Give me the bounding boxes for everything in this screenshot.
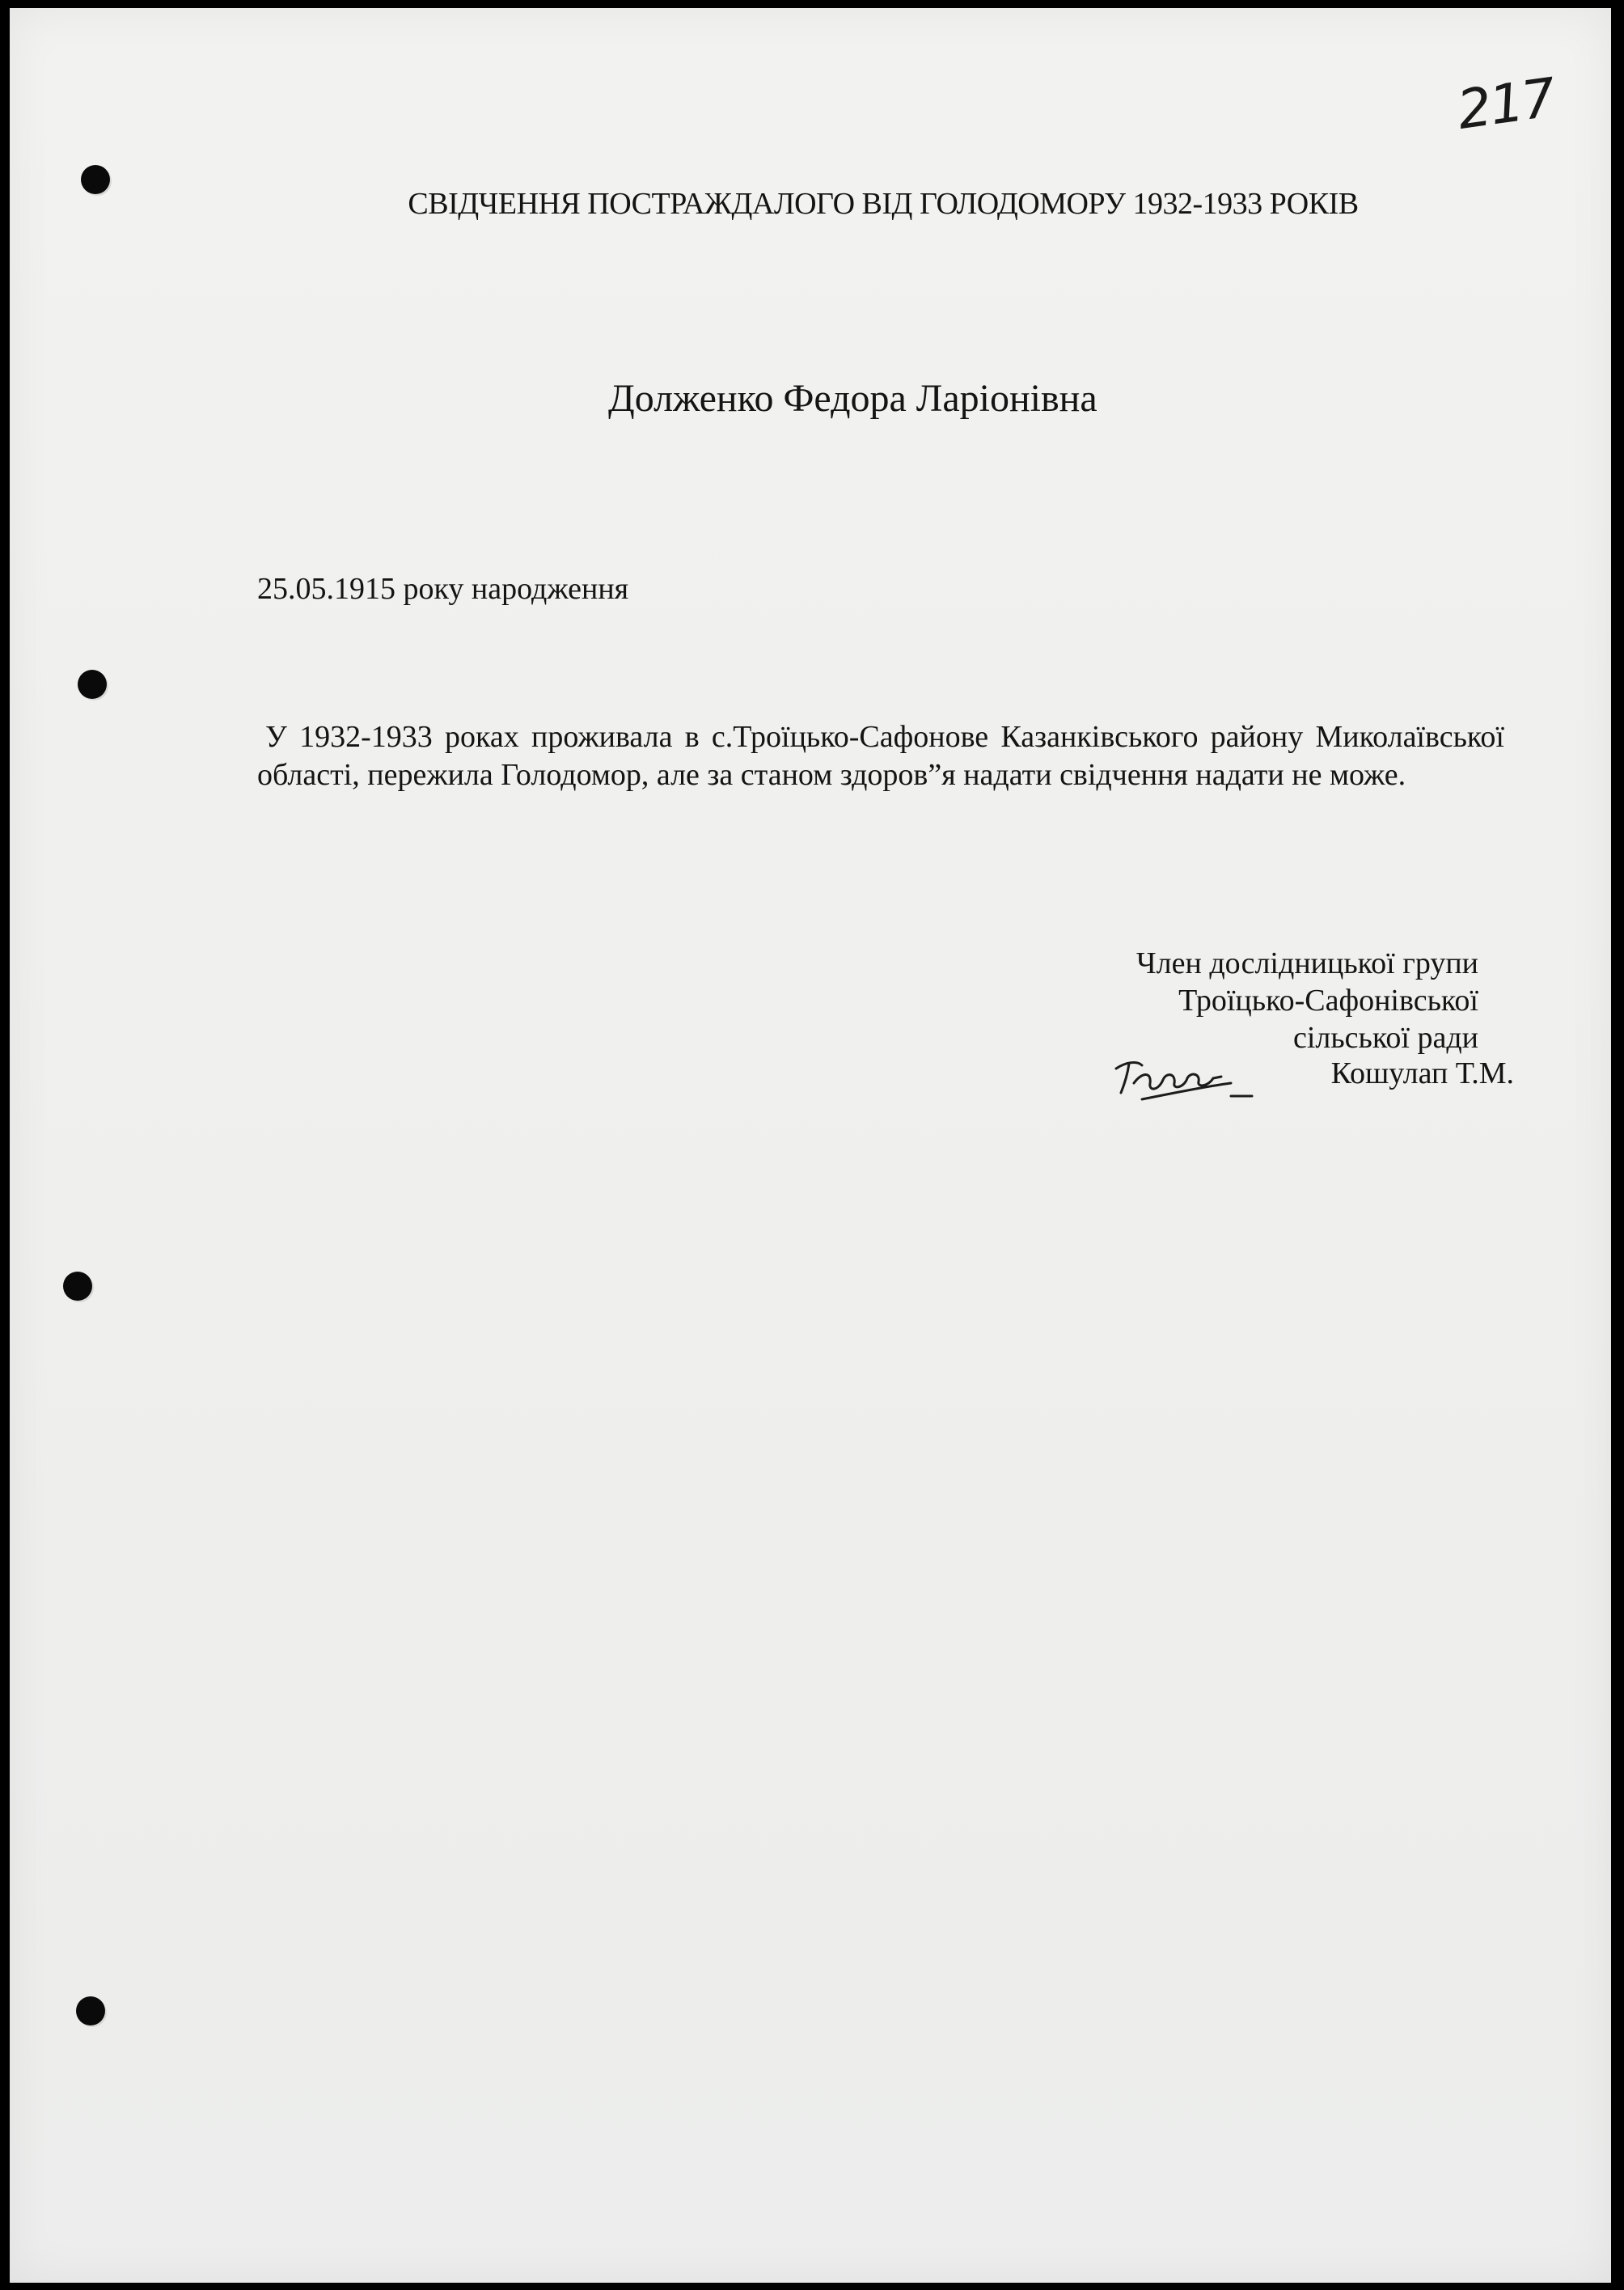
birth-date-line: 25.05.1915 року народження: [257, 572, 629, 606]
punch-hole: [63, 1272, 92, 1301]
punch-hole: [76, 1996, 105, 2025]
handwritten-signature: [1110, 1051, 1263, 1107]
handwritten-page-number: 217: [1453, 66, 1558, 142]
document-page: [10, 8, 1611, 2283]
testimony-paragraph: У 1932-1933 роках проживала в с.Троїцько-Сафонове Казанківського району Миколаївської області, пережила Голодомор, але за станом здоров”я надати свідчення надати не може.: [257, 720, 1504, 792]
signature-row: [1110, 1056, 1514, 1112]
document-heading: СВІДЧЕННЯ ПОСТРАЖДАЛОГО ВІД ГОЛОДОМОРУ 1932-1933 РОКІВ: [408, 187, 1359, 221]
person-name: Долженко Федора Ларіонівна: [608, 377, 1097, 420]
signatory-name: Кошулап Т.М.: [1330, 1056, 1514, 1090]
signature-title-line-1: Член дослідницької групи: [1136, 946, 1478, 980]
signature-title-line-2: Троїцько-Сафонівської: [1178, 984, 1478, 1018]
signature-title-line-3: сільської ради: [1292, 1021, 1478, 1055]
punch-hole: [78, 670, 107, 699]
signature-block: [1136, 945, 1478, 1056]
